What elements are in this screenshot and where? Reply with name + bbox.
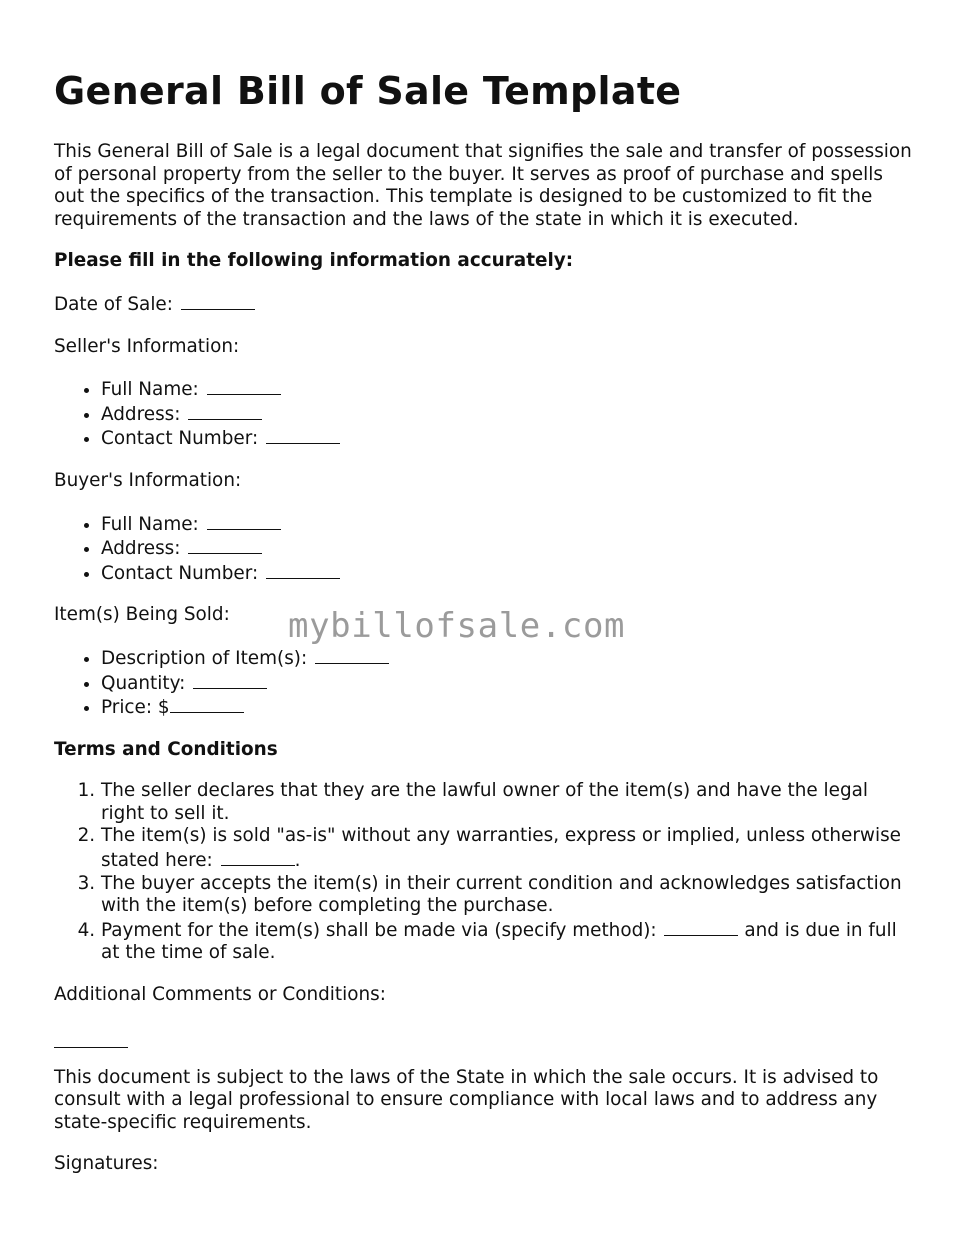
seller-contact-label: Contact Number: [101,428,259,450]
item-price-label: Price: $ [101,697,170,719]
legal-note: This document is subject to the laws of the State in which the sale occurs. It is advised to consult with a legal professional to ensure compliance with local laws and to address any state-specific requirements. [54,1066,879,1133]
buyer-address-item [101,536,916,561]
buyer-address-blank[interactable] [188,536,262,554]
seller-contact-item [101,426,916,451]
item-description-blank[interactable] [315,646,389,664]
buyer-list [54,512,916,586]
seller-full-name-blank[interactable] [207,377,281,395]
buyer-address-label: Address: [101,538,181,560]
buyer-contact-blank[interactable] [266,561,340,579]
additional-comments-label: Additional Comments or Conditions: [54,984,386,1006]
term-2-blank[interactable] [221,848,295,866]
term-4-text: Payment for the item(s) shall be made via (specify method): [101,919,657,941]
date-of-sale-blank[interactable] [181,292,255,310]
seller-list [54,377,916,451]
signatures-label: Signatures: [54,1153,159,1175]
seller-address-item [101,402,916,427]
intro-paragraph: This General Bill of Sale is a legal document that signifies the sale and transfer of possession of personal property from the seller to the buyer. It serves as proof of purchase and spells out the specifics of the transaction. This template is designed to be customized to fit the requirements of the transaction and the laws of the state in which it is executed. [54,141,912,230]
item-quantity-blank[interactable] [193,671,267,689]
date-of-sale-label: Date of Sale: [54,293,173,315]
term-4 [101,918,916,965]
item-description-label: Description of Item(s): [101,647,308,669]
additional-comments-blank[interactable] [54,1025,128,1048]
instruction-line: Please fill in the following information accurately: [54,250,574,272]
items-heading: Item(s) Being Sold: [54,604,230,626]
date-of-sale-line [54,292,916,317]
term-2-end: . [294,850,301,872]
term-1: 1. The seller declares that they are the lawful owner of the item(s) and have the legal right to sell it. [101,780,916,825]
buyer-full-name-blank[interactable] [207,512,281,530]
seller-full-name-item [101,377,916,402]
terms-heading: Terms and Conditions [54,738,278,760]
items-list [54,646,916,720]
terms-list [54,780,916,965]
buyer-contact-label: Contact Number: [101,562,259,584]
seller-address-label: Address: [101,403,181,425]
term-2 [101,825,916,872]
watermark: mybillofsale.com [288,606,626,646]
seller-contact-blank[interactable] [266,426,340,444]
buyer-heading: Buyer's Information: [54,469,242,491]
item-quantity-item [101,671,916,696]
page-title: General Bill of Sale Template [54,69,682,113]
term-3: 3. The buyer accepts the item(s) in their current condition and acknowledges satisfaction with the item(s) before completing the purchase. [101,873,916,918]
seller-full-name-label: Full Name: [101,379,199,401]
term-4-blank[interactable] [664,918,738,936]
buyer-full-name-item [101,512,916,537]
item-quantity-label: Quantity: [101,672,186,694]
item-price-blank[interactable] [170,695,244,713]
term-2-text: The item(s) is sold "as-is" without any warranties, express or implied, unless otherwise stated here: [101,825,901,872]
seller-address-blank[interactable] [188,402,262,420]
item-description-item [101,646,916,671]
buyer-full-name-label: Full Name: [101,513,199,535]
seller-heading: Seller's Information: [54,335,240,357]
item-price-item [101,695,916,720]
term-4-end: and is due in full at the time of sale. [101,919,897,964]
buyer-contact-item [101,561,916,586]
document-page [54,0,916,1176]
